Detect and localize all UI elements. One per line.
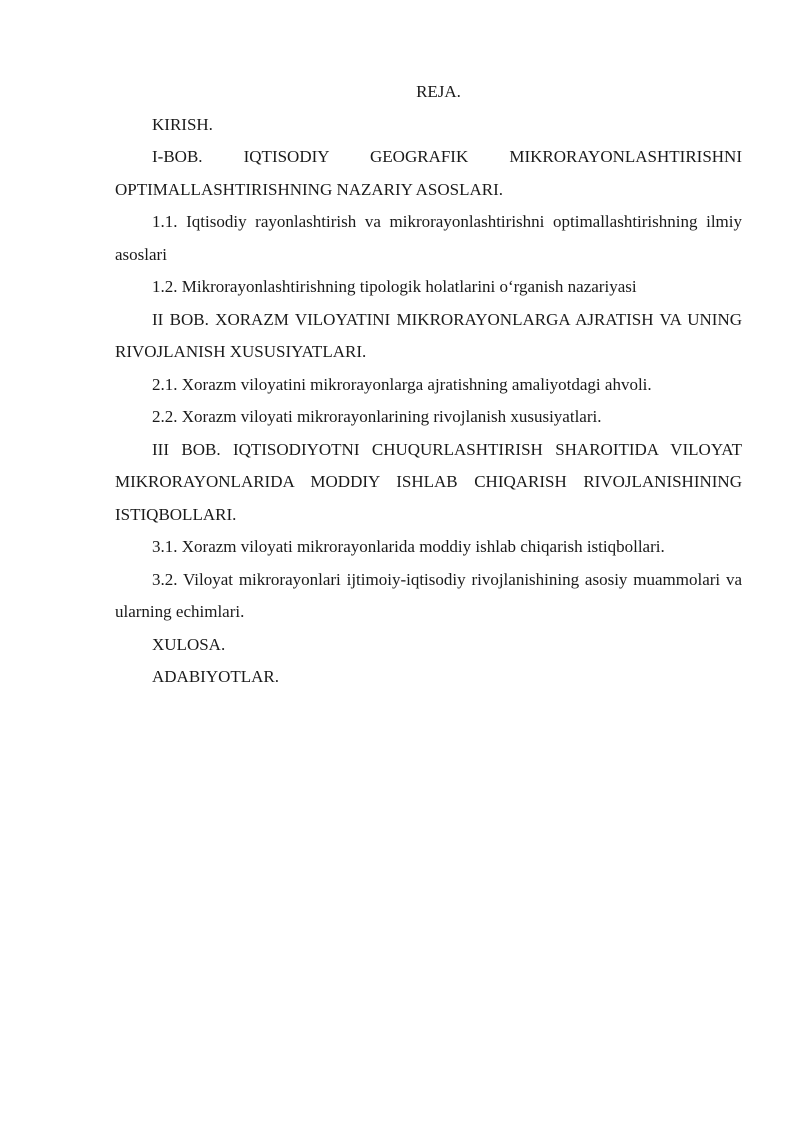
toc-section-1-2: 1.2. Mikrorayonlashtirishning tipologik holatlarini o‘rganish nazariyasi bbox=[152, 277, 637, 296]
toc-section-3-1: 3.1. Xorazm viloyati mikrorayonlarida moddiy ishlab chiqarish istiqbollari. bbox=[152, 537, 665, 556]
toc-conclusion: XULOSA. bbox=[152, 634, 226, 654]
toc-section-1-1: 1.1. Iqtisodiy rayonlashtirish va mikrorayonlashtirishni optimallashtirishning ilmiy asoslari bbox=[115, 212, 742, 264]
toc-references: ADABIYOTLAR. bbox=[152, 667, 280, 686]
document-title: REJA. bbox=[416, 82, 461, 101]
toc-introduction: KIRISH. bbox=[152, 114, 213, 134]
toc-chapter-2: II BOB. XORAZM VILOYATINI MIKRORAYONLARGA AJRATISH VA UNING RIVOJLANISH XUSUSIYATLARI. bbox=[115, 309, 742, 361]
toc-chapter-1: I-BOB. IQTISODIY GEOGRAFIK MIKRORAYONLASHTIRISHNI OPTIMALLASHTIRISHNING NAZARIY ASOSLARI. bbox=[115, 147, 742, 199]
toc-section-2-2: 2.2. Xorazm viloyati mikrorayonlarining rivojlanish xususiyatlari. bbox=[152, 407, 602, 426]
toc-section-2-1: 2.1. Xorazm viloyatini mikrorayonlarga ajratishning amaliyotdagi ahvoli. bbox=[152, 374, 652, 394]
toc-chapter-3: III BOB. IQTISODIYOTNI CHUQURLASHTIRISH SHAROITIDA VILOYAT MIKRORAYONLARIDA MODDIY ISHLAB CHIQARISH RIVOJLANISHINING ISTIQBOLLARI. bbox=[115, 439, 742, 524]
toc-section-3-2: 3.2. Viloyat mikrorayonlari ijtimoiy-iqtisodiy rivojlanishining asosiy muammolari va ularning echimlari. bbox=[115, 569, 742, 621]
document-content bbox=[115, 76, 742, 694]
